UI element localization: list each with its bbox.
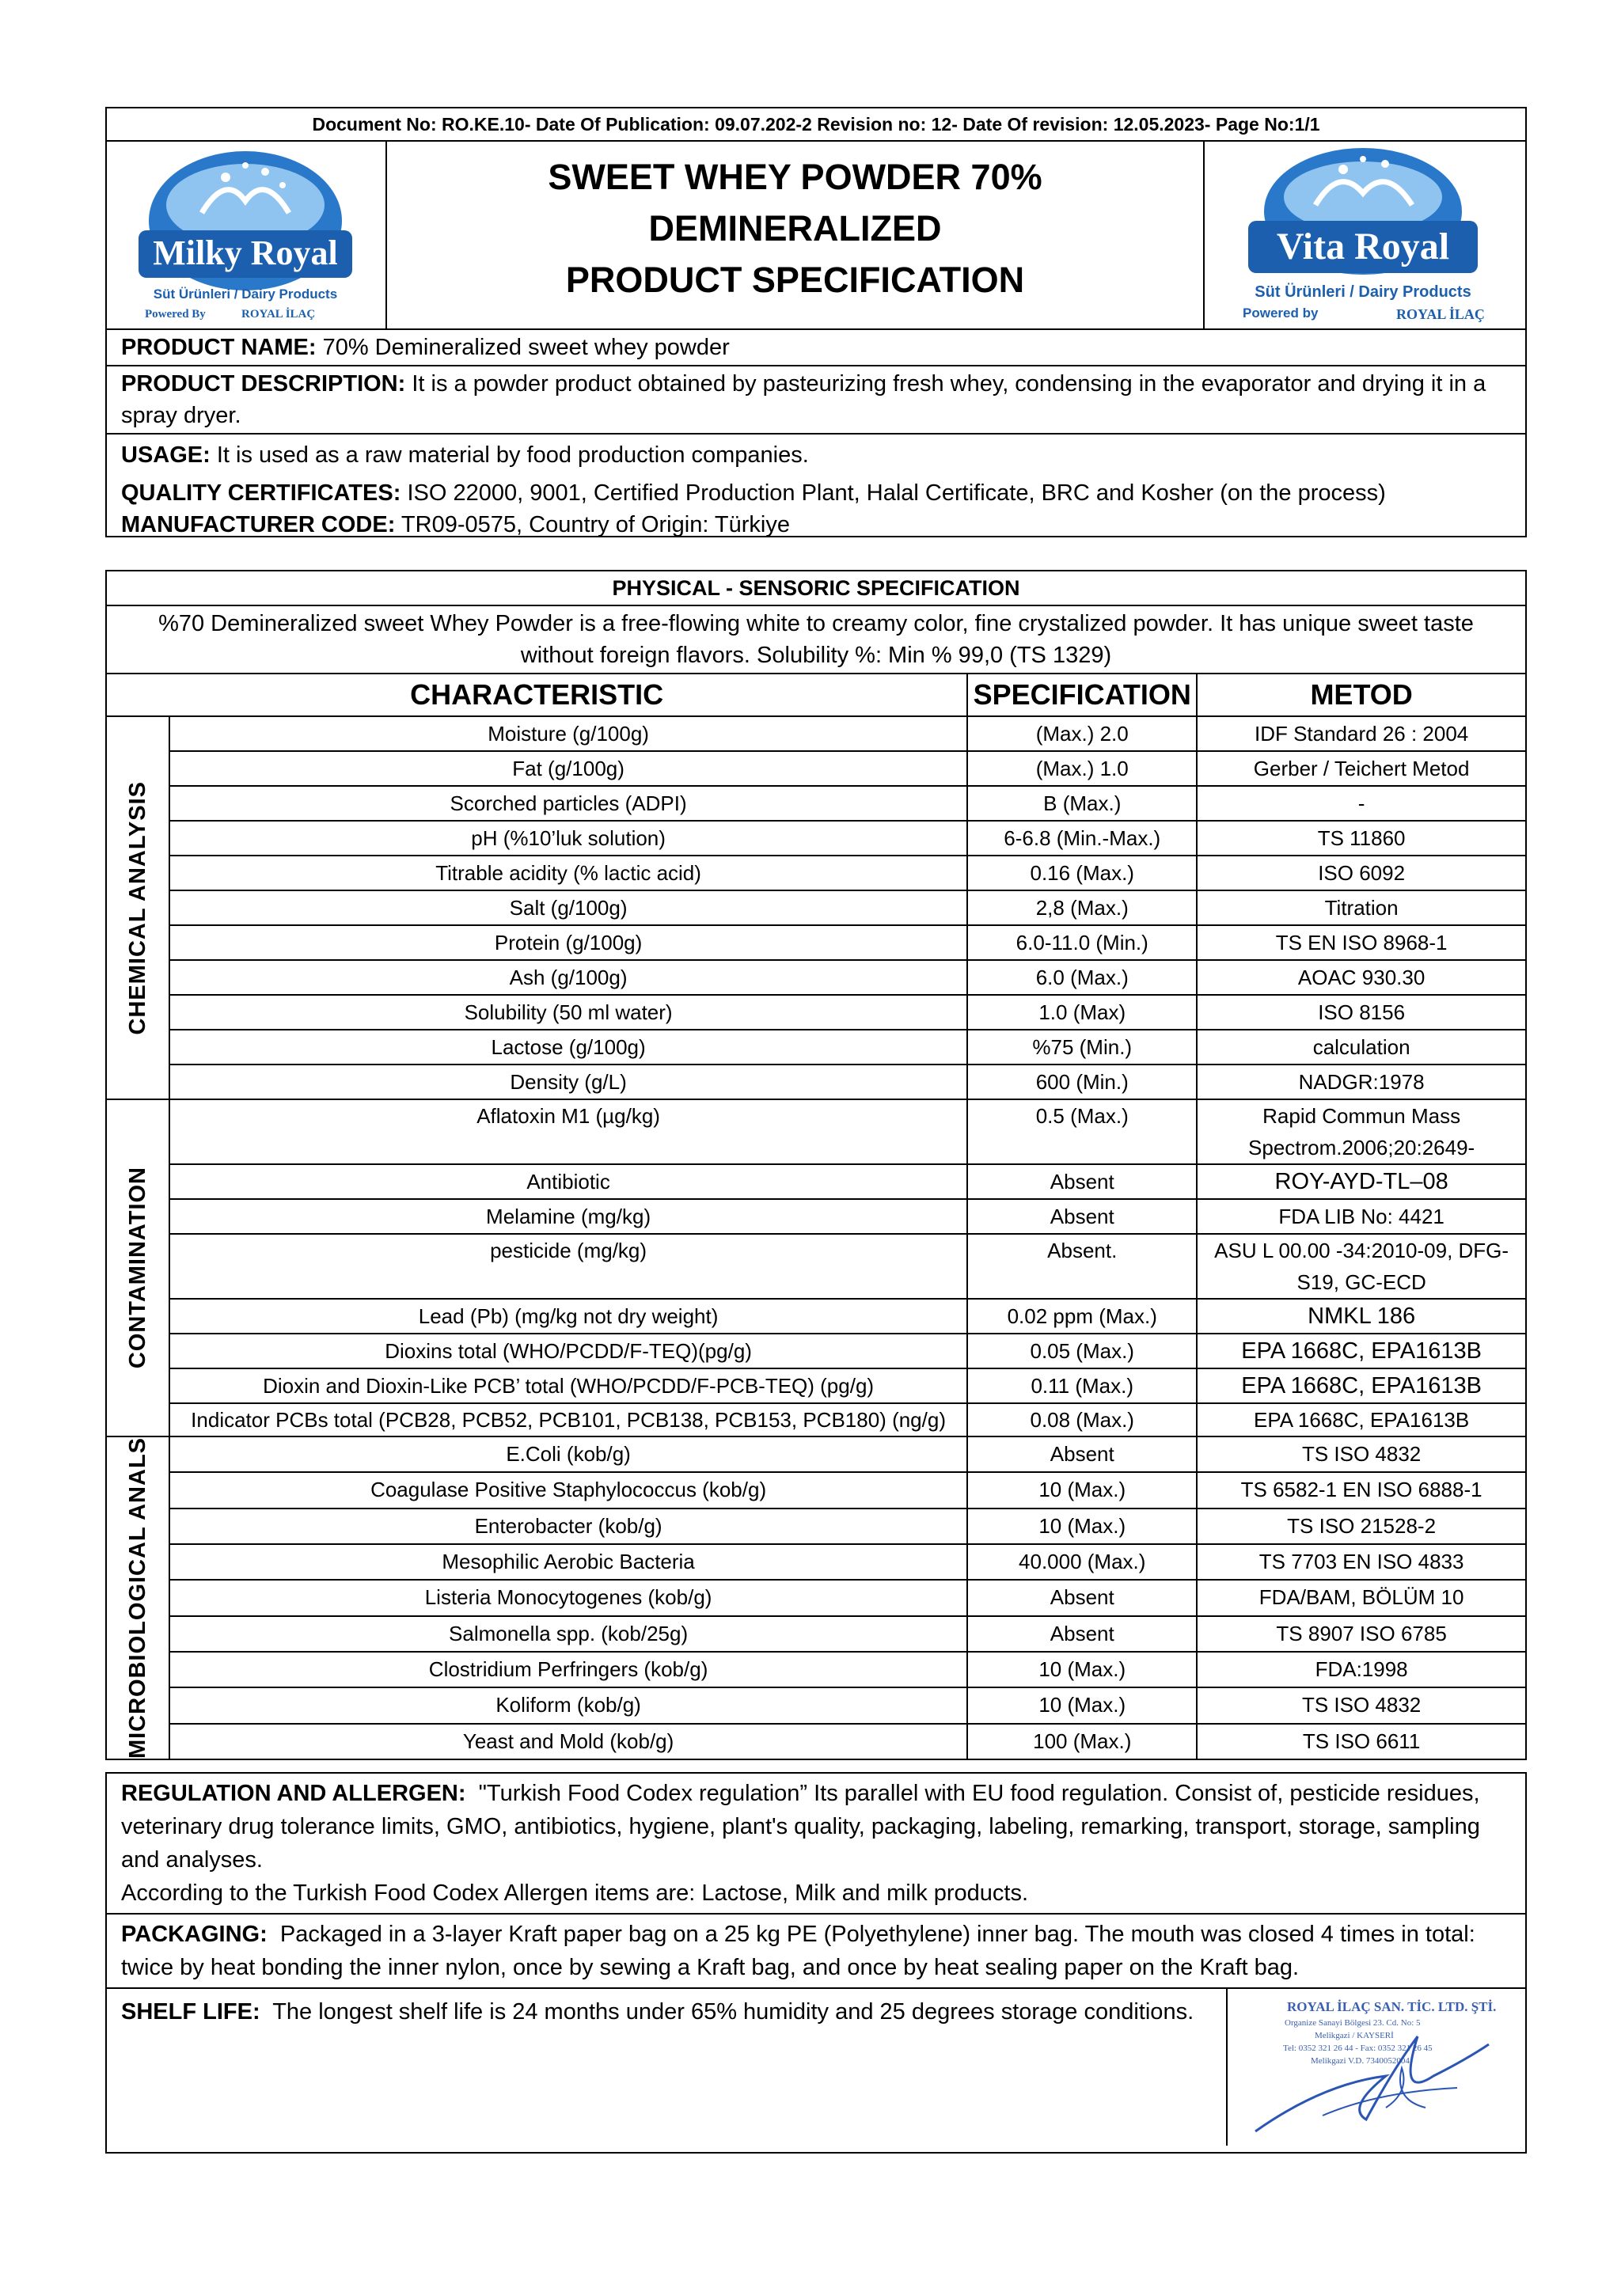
characteristic-cell: Coagulase Positive Staphylococcus (kob/g) [169, 1472, 967, 1508]
table-row [106, 1099, 1526, 1164]
method-cell: TS ISO 21528-2 [1197, 1509, 1526, 1544]
svg-text:Organize Sanayi Bölgesi 23. Cd: Organize Sanayi Bölgesi 23. Cd. No: 5 [1285, 2018, 1421, 2028]
table-row [106, 1334, 1526, 1368]
method-cell: TS 8907 ISO 6785 [1197, 1616, 1526, 1652]
manufacturer-row: MANUFACTURER CODE: TR09-0575, Country of Origin: Türkiye [121, 512, 790, 537]
characteristic-cell: Titrable acidity (% lactic acid) [169, 856, 967, 890]
specification-cell: B (Max.) [967, 786, 1197, 821]
header-box [105, 107, 1527, 537]
method-cell: EPA 1668C, EPA1613B [1197, 1368, 1526, 1403]
specification-cell: 10 (Max.) [967, 1652, 1197, 1687]
characteristic-cell: E.Coli (kob/g) [169, 1436, 967, 1472]
section-label: MICROBIOLOGICAL ANALS [106, 1436, 169, 1759]
table-row [106, 1580, 1526, 1615]
specification-cell: 10 (Max.) [967, 1509, 1197, 1544]
spec-heading: PHYSICAL - SENSORIC SPECIFICATION [106, 571, 1526, 605]
specification-cell: Absent [967, 1199, 1197, 1234]
table-row [106, 1299, 1526, 1334]
specification-cell: 100 (Max.) [967, 1724, 1197, 1759]
table-row [106, 1544, 1526, 1580]
characteristic-cell: Moisture (g/100g) [169, 716, 967, 751]
table-row [106, 1403, 1526, 1436]
method-cell: TS ISO 4832 [1197, 1436, 1526, 1472]
method-cell: TS 6582-1 EN ISO 6888-1 [1197, 1472, 1526, 1508]
specification-cell: 6.0-11.0 (Min.) [967, 925, 1197, 960]
product-description: It is a powder product obtained by pasteurizing fresh whey, condensing in the evaporator and drying it in a spray dryer. [121, 371, 1486, 428]
table-row [106, 1652, 1526, 1687]
packaging: PACKAGING: Packaged in a 3-layer Kraft paper bag on a 25 kg PE (Polyethylene) inner bag. The mouth was closed 4 times in total: twice by heat bonding the inner nylon, once by sewing a Kraft bag, and once by heat sealing paper on the Kraft bag. [107, 1915, 1525, 1989]
document-info-line: Document No: RO.KE.10- Date Of Publication: 09.07.202-2 Revision no: 12- Date Of revision: 12.05.2023- Page No:1/1 [107, 108, 1525, 142]
specification-cell: Absent [967, 1580, 1197, 1615]
characteristic-cell: Salmonella spp. (kob/25g) [169, 1616, 967, 1652]
table-row [106, 1065, 1526, 1099]
characteristic-cell: Lactose (g/100g) [169, 1030, 967, 1065]
svg-text:Powered by: Powered by [1243, 306, 1319, 321]
table-row [106, 1234, 1526, 1299]
method-cell: ISO 6092 [1197, 856, 1526, 890]
table-row [106, 716, 1526, 751]
specification-cell: 600 (Min.) [967, 1065, 1197, 1099]
specification-cell: 0.11 (Max.) [967, 1368, 1197, 1403]
method-cell: FDA:1998 [1197, 1652, 1526, 1687]
title-row [107, 142, 1525, 330]
characteristic-cell: Solubility (50 ml water) [169, 995, 967, 1030]
specification-cell: (Max.) 1.0 [967, 751, 1197, 786]
characteristic-cell: Melamine (mg/kg) [169, 1199, 967, 1234]
specification-cell: Absent [967, 1164, 1197, 1199]
method-cell: EPA 1668C, EPA1613B [1197, 1403, 1526, 1436]
method-cell: Gerber / Teichert Metod [1197, 751, 1526, 786]
table-row [106, 925, 1526, 960]
specification-cell: 6-6.8 (Min.-Max.) [967, 821, 1197, 856]
svg-text:Süt Ürünleri / Dairy Products: Süt Ürünleri / Dairy Products [1255, 283, 1471, 301]
characteristic-cell: Density (g/L) [169, 1065, 967, 1099]
characteristic-cell: Listeria Monocytogenes (kob/g) [169, 1580, 967, 1615]
table-row [106, 1687, 1526, 1723]
specification-cell: 6.0 (Max.) [967, 960, 1197, 995]
col-characteristic: CHARACTERISTIC [106, 674, 967, 716]
title-line-1: SWEET WHEY POWDER 70% [548, 157, 1042, 197]
svg-text:ROYAL İLAÇ SAN. TİC. LTD. ŞTİ.: ROYAL İLAÇ SAN. TİC. LTD. ŞTİ. [1287, 1999, 1497, 2014]
specification-table [105, 570, 1527, 1760]
method-cell: Rapid Commun Mass Spectrom.2006;20:2649- [1197, 1099, 1526, 1164]
table-row [106, 1368, 1526, 1403]
characteristic-cell: Aflatoxin M1 (µg/kg) [169, 1099, 967, 1164]
method-cell: ASU L 00.00 -34:2010-09, DFG-S19, GC-ECD [1197, 1234, 1526, 1299]
regulation-box [105, 1772, 1527, 2154]
method-cell: TS EN ISO 8968-1 [1197, 925, 1526, 960]
milky-royal-logo-graphic [107, 142, 384, 325]
table-row [106, 1199, 1526, 1234]
certificates-row: QUALITY CERTIFICATES: ISO 22000, 9001, Certified Production Plant, Halal Certificate, BRC and Kosher (on the process) [121, 480, 1386, 506]
table-row [106, 960, 1526, 995]
table-row [106, 856, 1526, 890]
characteristic-cell: Fat (g/100g) [169, 751, 967, 786]
characteristic-cell: Salt (g/100g) [169, 890, 967, 925]
table-row [106, 890, 1526, 925]
table-row [106, 1164, 1526, 1199]
vita-royal-brand: Vita Royal [1276, 226, 1450, 268]
table-row [106, 1472, 1526, 1508]
shelf-life: SHELF LIFE: The longest shelf life is 24 months under 65% humidity and 25 degrees storage conditions. [121, 1999, 1194, 2025]
characteristic-cell: Protein (g/100g) [169, 925, 967, 960]
method-cell: IDF Standard 26 : 2004 [1197, 716, 1526, 751]
table-row [106, 751, 1526, 786]
vita-royal-logo-graphic [1205, 142, 1524, 325]
specification-cell: 0.02 ppm (Max.) [967, 1299, 1197, 1334]
product-description-row: PRODUCT DESCRIPTION: It is a powder product obtained by pasteurizing fresh whey, condensing in the evaporator and drying it in a spray dryer. [107, 366, 1525, 435]
specification-cell: (Max.) 2.0 [967, 716, 1197, 751]
table-row [106, 821, 1526, 856]
table-row [106, 786, 1526, 821]
method-cell: ROY-AYD-TL–08 [1197, 1164, 1526, 1199]
specification-cell: Absent [967, 1616, 1197, 1652]
characteristic-cell: Clostridium Perfringers (kob/g) [169, 1652, 967, 1687]
method-cell: TS 7703 EN ISO 4833 [1197, 1544, 1526, 1580]
specification-cell: 10 (Max.) [967, 1687, 1197, 1723]
section-label: CHEMICAL ANALYSIS [106, 716, 169, 1099]
method-cell: AOAC 930.30 [1197, 960, 1526, 995]
characteristic-cell: Mesophilic Aerobic Bacteria [169, 1544, 967, 1580]
specification-cell: Absent [967, 1436, 1197, 1472]
specification-cell: 40.000 (Max.) [967, 1544, 1197, 1580]
table-row [106, 1724, 1526, 1759]
specification-cell: Absent. [967, 1234, 1197, 1299]
shelf-life-row [107, 1989, 1525, 2146]
method-cell: NMKL 186 [1197, 1299, 1526, 1334]
characteristic-cell: Koliform (kob/g) [169, 1687, 967, 1723]
spec-description: %70 Demineralized sweet Whey Powder is a free-flowing white to creamy color, fine crystalized powder. It has unique sweet taste without foreign flavors. Solubility %: Min % 99,0 (TS 1329) [106, 605, 1526, 674]
characteristic-cell: Scorched particles (ADPI) [169, 786, 967, 821]
characteristic-cell: Lead (Pb) (mg/kg not dry weight) [169, 1299, 967, 1334]
method-cell: ISO 8156 [1197, 995, 1526, 1030]
specification-cell: 2,8 (Max.) [967, 890, 1197, 925]
svg-text:ROYAL İLAÇ: ROYAL İLAÇ [241, 308, 316, 321]
specification-cell: %75 (Min.) [967, 1030, 1197, 1065]
table-row [106, 1030, 1526, 1065]
regulation-allergen: REGULATION AND ALLERGEN: "Turkish Food Codex regulation” Its parallel with EU food regulation. Consist of, pesticide residues, veterinary drug tolerance limits, GMO, antibiotics, hygiene, plant's quality, packaging, labeling, remarking, transport, storage, sampling and analyses. According to the Turkish Food Codex Allergen items are: Lactose, Milk and milk products. [107, 1774, 1525, 1915]
vita-royal-logo [1203, 142, 1525, 328]
company-stamp [1226, 1989, 1525, 2146]
svg-text:ROYAL İLAÇ: ROYAL İLAÇ [1396, 306, 1485, 322]
svg-text:Süt Ürünleri / Dairy Products: Süt Ürünleri / Dairy Products [153, 287, 338, 302]
col-method: METOD [1197, 674, 1526, 716]
specification-cell: 0.5 (Max.) [967, 1099, 1197, 1164]
method-cell: EPA 1668C, EPA1613B [1197, 1334, 1526, 1368]
document-title [387, 142, 1203, 328]
method-cell: - [1197, 786, 1526, 821]
stamp-and-signature [1228, 1989, 1524, 2142]
specification-cell: 0.05 (Max.) [967, 1334, 1197, 1368]
method-cell: NADGR:1978 [1197, 1065, 1526, 1099]
table-row [106, 995, 1526, 1030]
characteristic-cell: Yeast and Mold (kob/g) [169, 1724, 967, 1759]
characteristic-cell: Indicator PCBs total (PCB28, PCB52, PCB101, PCB138, PCB153, PCB180) (ng/g) [169, 1403, 967, 1436]
characteristic-cell: Antibiotic [169, 1164, 967, 1199]
characteristic-cell: Dioxins total (WHO/PCDD/F-TEQ)(pg/g) [169, 1334, 967, 1368]
specification-cell: 10 (Max.) [967, 1472, 1197, 1508]
table-row [106, 1509, 1526, 1544]
usage-row: USAGE: It is used as a raw material by food production companies. [121, 442, 809, 468]
method-cell: FDA/BAM, BÖLÜM 10 [1197, 1580, 1526, 1615]
method-cell: TS ISO 4832 [1197, 1687, 1526, 1723]
col-specification: SPECIFICATION [967, 674, 1197, 716]
table-row [106, 1616, 1526, 1652]
characteristic-cell: pH (%10’luk solution) [169, 821, 967, 856]
table-row [106, 1436, 1526, 1472]
section-label: CONTAMINATION [106, 1099, 169, 1436]
characteristic-cell: Ash (g/100g) [169, 960, 967, 995]
svg-text:Melikgazi V.D. 7340052004: Melikgazi V.D. 7340052004 [1311, 2056, 1410, 2066]
svg-text:Powered By: Powered By [145, 308, 206, 321]
method-cell: TS ISO 6611 [1197, 1724, 1526, 1759]
method-cell: TS 11860 [1197, 821, 1526, 856]
svg-text:Melikgazi / KAYSERİ: Melikgazi / KAYSERİ [1315, 2031, 1394, 2040]
method-cell: FDA LIB No: 4421 [1197, 1199, 1526, 1234]
characteristic-cell: Dioxin and Dioxin-Like PCB’ total (WHO/PCDD/F-PCB-TEQ) (pg/g) [169, 1368, 967, 1403]
specification-cell: 1.0 (Max) [967, 995, 1197, 1030]
specification-cell: 0.08 (Max.) [967, 1403, 1197, 1436]
product-name: 70% Demineralized sweet whey powder [322, 335, 730, 360]
usage-and-certificates [107, 435, 1525, 542]
method-cell: Titration [1197, 890, 1526, 925]
milky-royal-logo [107, 142, 387, 328]
product-name-row: PRODUCT NAME: 70% Demineralized sweet whey powder [107, 330, 1525, 366]
characteristic-cell: Enterobacter (kob/g) [169, 1509, 967, 1544]
specification-cell: 0.16 (Max.) [967, 856, 1197, 890]
method-cell: calculation [1197, 1030, 1526, 1065]
svg-text:Tel: 0352 321 26 44 - Fax: 035: Tel: 0352 321 26 44 - Fax: 0352 321 26 45 [1283, 2044, 1433, 2053]
title-line-2: DEMINERALIZED [648, 208, 942, 249]
characteristic-cell: pesticide (mg/kg) [169, 1234, 967, 1299]
milky-royal-brand: Milky Royal [153, 233, 338, 272]
title-line-3: PRODUCT SPECIFICATION [565, 260, 1025, 300]
